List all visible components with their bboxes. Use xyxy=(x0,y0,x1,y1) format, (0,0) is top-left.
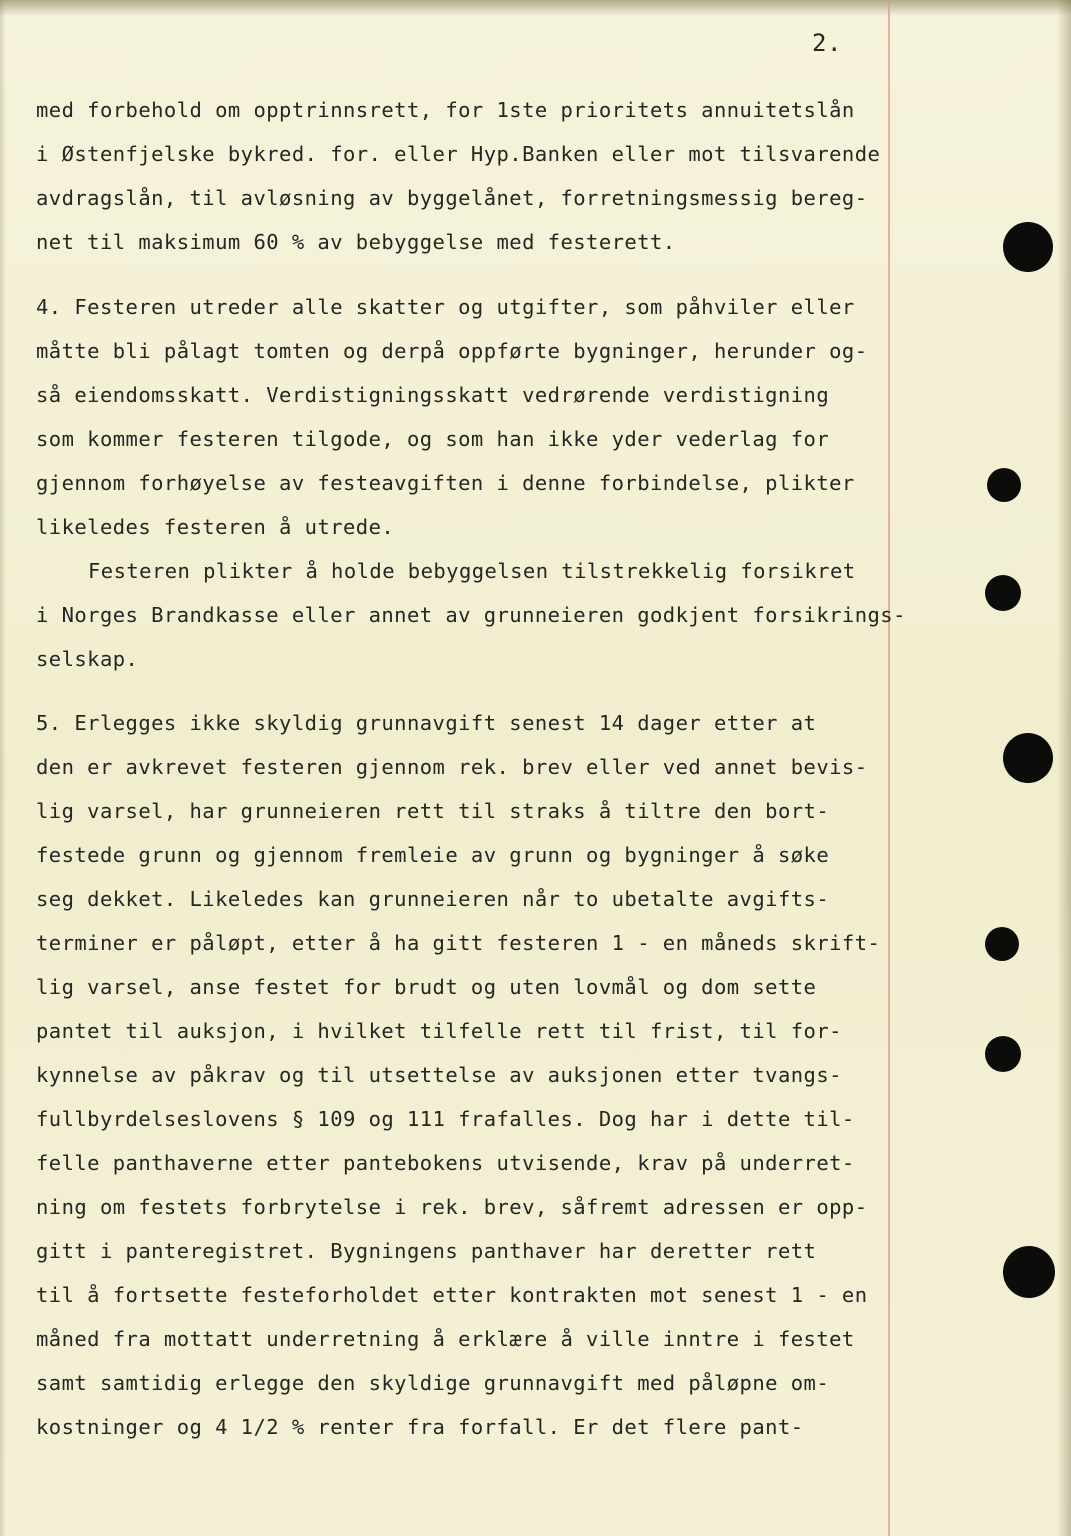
text-line-14: 5. Erlegges ikke skyldig grunnavgift senest 14 dager etter at xyxy=(36,711,817,735)
text-line-25: ning om festets forbrytelse i rek. brev, såfremt adressen er opp- xyxy=(36,1195,868,1219)
text-line-17: festede grunn og gjennom fremleie av grunn og bygninger å søke xyxy=(36,843,830,867)
text-line-19: terminer er påløpt, etter å ha gitt festeren 1 - en måneds skrift- xyxy=(36,931,881,955)
text-line-29: samt samtidig erlegge den skyldige grunnavgift med påløpne om- xyxy=(36,1371,830,1395)
punch-hole xyxy=(985,575,1021,611)
text-line-3: avdragslån, til avløsning av byggelånet, forretningsmessig bereg- xyxy=(36,186,868,210)
text-line-12: i Norges Brandkasse eller annet av grunneieren godkjent forsikrings- xyxy=(36,603,906,627)
text-line-22: kynnelse av påkrav og til utsettelse av auksjonen etter tvangs- xyxy=(36,1063,842,1087)
punch-hole xyxy=(1003,1246,1055,1298)
punch-hole xyxy=(985,927,1019,961)
punch-hole xyxy=(985,1036,1021,1072)
text-line-10: likeledes festeren å utrede. xyxy=(36,515,395,539)
text-line-6: måtte bli pålagt tomten og derpå oppførte bygninger, herunder og- xyxy=(36,339,868,363)
text-line-26: gitt i panteregistret. Bygningens panthaver har deretter rett xyxy=(36,1239,817,1263)
text-line-16: lig varsel, har grunneieren rett til straks å tiltre den bort- xyxy=(36,799,830,823)
punch-hole xyxy=(1003,222,1053,272)
text-line-21: pantet til auksjon, i hvilket tilfelle rett til frist, til for- xyxy=(36,1019,842,1043)
text-line-27: til å fortsette festeforholdet etter kontrakten mot senest 1 - en xyxy=(36,1283,868,1307)
punch-hole xyxy=(987,468,1021,502)
margin-rule xyxy=(888,0,890,1536)
text-line-13: selskap. xyxy=(36,647,139,671)
scan-shadow-top xyxy=(0,0,1071,16)
text-line-11: Festeren plikter å holde bebyggelsen tilstrekkelig forsikret xyxy=(88,559,856,583)
text-line-28: måned fra mottatt underretning å erklære å ville inntre i festet xyxy=(36,1327,855,1351)
text-line-2: i Østenfjelske bykred. for. eller Hyp.Banken eller mot tilsvarende xyxy=(36,142,881,166)
scan-shadow-left xyxy=(0,0,6,1536)
text-line-7: så eiendomsskatt. Verdistigningsskatt vedrørende verdistigning xyxy=(36,383,830,407)
text-line-24: felle panthaverne etter pantebokens utvisende, krav på underret- xyxy=(36,1151,855,1175)
text-line-1: med forbehold om opptrinnsrett, for 1ste prioritets annuitetslån xyxy=(36,98,855,122)
text-line-9: gjennom forhøyelse av festeavgiften i denne forbindelse, plikter xyxy=(36,471,855,495)
punch-hole xyxy=(1003,733,1053,783)
text-line-23: fullbyrdelseslovens § 109 og 111 frafalles. Dog har i dette til- xyxy=(36,1107,855,1131)
text-line-4: net til maksimum 60 % av bebyggelse med festerett. xyxy=(36,230,676,254)
text-line-15: den er avkrevet festeren gjennom rek. brev eller ved annet bevis- xyxy=(36,755,868,779)
text-line-5: 4. Festeren utreder alle skatter og utgifter, som påhviler eller xyxy=(36,295,855,319)
text-line-8: som kommer festeren tilgode, og som han ikke yder vederlag for xyxy=(36,427,830,451)
text-line-18: seg dekket. Likeledes kan grunneieren når to ubetalte avgifts- xyxy=(36,887,830,911)
text-line-30: kostninger og 4 1/2 % renter fra forfall. Er det flere pant- xyxy=(36,1415,804,1439)
text-line-20: lig varsel, anse festet for brudt og uten lovmål og dom sette xyxy=(36,975,817,999)
scan-shadow-right xyxy=(1057,0,1071,1536)
page-number: 2. xyxy=(812,29,842,57)
